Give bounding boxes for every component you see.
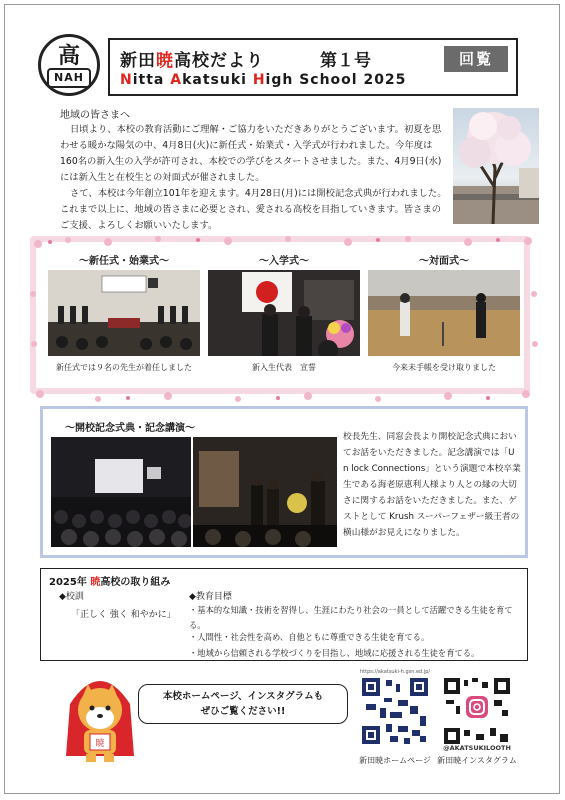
greeting-paragraph: さて、本校は今年創立101年を迎えます。4月28日(月)には開校記念式典が行われました。これまで以上に、地域の皆さまに必要とされ、愛される高校を目指していきます。皆さまのご支援、よろしくお願いいたします。 <box>60 188 447 231</box>
subtitle-word-katsuki: katsuki <box>182 72 253 88</box>
instagram-handle: @AKATSUKILOOTH <box>443 744 511 752</box>
greeting-body <box>60 122 448 234</box>
initiatives-title-rest: 高校の取り組み <box>100 577 171 588</box>
title-red-char: 暁 <box>156 51 174 71</box>
event-new-teachers <box>48 252 200 373</box>
homepage-url: https://akatsuki-h.gsn.ed.jp/ <box>360 669 430 675</box>
lecture-hall-image <box>51 437 191 547</box>
entrance-ceremony-image <box>208 270 360 356</box>
school-logo <box>38 34 100 96</box>
logo-kanji: 高 <box>57 44 80 69</box>
event-entrance <box>208 252 360 373</box>
english-subtitle <box>120 72 406 88</box>
svg-text:暁: 暁 <box>95 739 105 749</box>
entrance-photo <box>208 270 360 356</box>
title-prefix: 新田 <box>120 51 156 71</box>
ceremony-stage-image <box>48 270 200 356</box>
goal-item: ・地域から信頼される学校づくりを目指し、地域に応援される生徒を育てる。 <box>189 648 480 658</box>
instagram-caption: 新田暁インスタグラム <box>437 756 517 765</box>
ceremony-hall-photo <box>51 437 191 547</box>
goal-item: ・基本的な知識・技術を習得し、生涯にわたり社会の一員として活躍できる生徒を育てる。 <box>189 605 513 630</box>
event-title: ～対面式～ <box>419 256 469 267</box>
title-box <box>108 38 518 96</box>
subtitle-word-high-school: igh School 2025 <box>265 72 407 88</box>
initiatives-title <box>49 573 170 588</box>
title-suffix: 高校だより <box>174 51 264 71</box>
stage-speakers-image <box>193 437 337 547</box>
event-title: ～入学式～ <box>259 256 309 267</box>
event-title: ～新任式・始業式～ <box>79 256 169 267</box>
initiatives-red-char: 暁 <box>90 577 101 588</box>
ceremony-frame <box>40 406 528 558</box>
shiba-mascot-icon <box>60 664 140 766</box>
subtitle-initial-n: N <box>120 72 133 88</box>
subtitle-word-itta: itta <box>132 72 171 88</box>
homepage-qr-code[interactable] <box>360 676 430 746</box>
goals-label: ◆教育目標 <box>189 592 232 602</box>
initiatives-year: 2025年 <box>49 577 87 588</box>
events-frame <box>30 236 530 394</box>
bubble-line: ぜひご覧ください!! <box>200 706 286 717</box>
greeting-heading: 地域の皆さまへ <box>60 110 130 121</box>
subtitle-initial-h: H <box>252 72 266 88</box>
qr-code-icon <box>360 676 430 746</box>
gym-meeting-image <box>368 270 520 356</box>
circulation-badge: 回覧 <box>444 46 508 72</box>
event-caption: 新任式では９名の先生が着任しました <box>56 363 192 372</box>
greeting-paragraph: 日頃より、本校の教育活動にご理解・ご協力をいただきありがとうございます。初夏を思わせる暖かな陽気の中、4月8日(火)に新任式・始業式・入学式が行われました。今年度は160名の新入生の入学が許可され、本校での学びをスタートさせました。また、4月9日(水)には新入生と在校生との対面式が催されました。 <box>60 124 442 183</box>
goal-item: ・人間性・社会性を高め、自他ともに尊重できる生徒を育てる。 <box>189 632 430 642</box>
event-caption: 新入生代表 宣誓 <box>252 363 316 372</box>
ceremony-heading: ～開校記念式典・記念講演～ <box>65 423 195 434</box>
event-meeting <box>368 252 520 373</box>
cherry-blossom-photo <box>453 108 539 224</box>
speech-bubble <box>138 684 348 724</box>
new-teachers-photo <box>48 270 200 356</box>
issue-number: 第１号 <box>320 51 371 71</box>
cherry-tree-image <box>453 108 539 224</box>
school-motto: 「正しく 強く 和やかに」 <box>71 610 176 620</box>
mascot-illustration <box>60 664 140 766</box>
ceremony-text: 校長先生、同窓会長より開校記念式典においてお話をいただきました。記念講演では「U n lock Connections」という演題で本校卒業生である海老原恵利人様より人との縁の大切さに関するお話をいただきました。また、ゲストとして Krush スーパーフェザー級王者の横山様がお見えになりました。 <box>343 432 521 538</box>
homepage-caption: 新田暁ホームページ <box>359 756 431 765</box>
instagram-qr-icon <box>442 676 512 746</box>
motto-label: ◆校訓 <box>59 592 84 602</box>
initiatives-frame <box>40 568 528 661</box>
instagram-qr-code[interactable] <box>442 676 512 746</box>
event-caption: 今来未手帳を受け取りました <box>392 363 496 372</box>
meeting-photo <box>368 270 520 356</box>
lecture-stage-photo <box>193 437 337 547</box>
subtitle-initial-a: A <box>170 72 183 88</box>
bubble-line: 本校ホームページ、インスタグラムも <box>162 691 324 702</box>
newsletter-title <box>120 46 264 71</box>
logo-letters: NAH <box>47 68 91 88</box>
